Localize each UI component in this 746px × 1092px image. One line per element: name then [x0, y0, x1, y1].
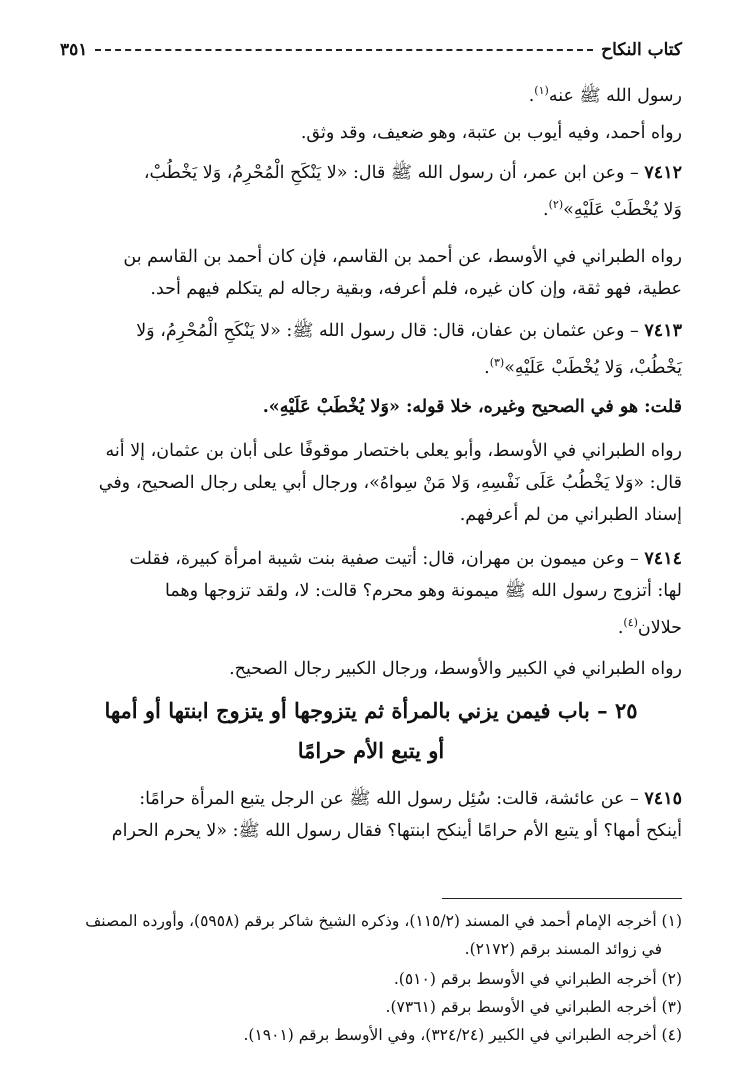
narration-7413-line1: رواه الطبراني في الأوسط، وأبو يعلى باختصار موقوفًا على أبان بن عثمان، إلا أنه: [105, 441, 682, 461]
hadith-7412-cont: وَلا يُخْطَبْ عَلَيْهِ»$^{(٢)}$.: [543, 198, 682, 220]
narration-7413-line3: إسناد الطبراني من لم أعرفهم.: [459, 505, 682, 525]
footnote-4: (٤) أخرجه الطبراني في الكبير (٣٢٤/٢٤)، وفي الأوسط برقم (١٩٠١).: [243, 1026, 682, 1044]
hadith-number: ٧٤١٢: [644, 163, 682, 183]
header-rule: [95, 49, 593, 51]
hadith-7413: ٧٤١٣ – وعن عثمان بن عفان، قال: قال رسول الله ﷺ: «لا يَنْكَحِ الْمُحْرِمُ، وَلا: [136, 321, 682, 341]
qult-remark: قلت: هو في الصحيح وغيره، خلا قوله: «وَلا يُخْطَبْ عَلَيْهِ».: [262, 397, 682, 417]
running-header: [60, 38, 682, 62]
hadith-7415-line2: أينكح أمها؟ أو يتبع الأم حرامًا أينكح ابنتها؟ فقال رسول الله ﷺ: «لا يحرم الحرام: [111, 821, 682, 841]
chapter-heading-line1: ٢٥ – باب فيمن يزني بالمرأة ثم يتزوجها أو يتزوج ابنتها أو أمها: [104, 698, 638, 723]
hadith-7414-line3: حلالان$^{(٤)}$.: [617, 616, 682, 638]
footnote-separator: [442, 898, 682, 899]
chapter-title: كتاب النكاح: [601, 40, 682, 60]
footnote-ref: (٢): [548, 198, 564, 211]
footnote-3: (٣) أخرجه الطبراني في الأوسط برقم (٧٣٦١).: [385, 998, 682, 1016]
narration-7413-line2: قال: «وَلا يَخْطُبُ عَلَى نَفْسِهِ، وَلا مَنْ سِواهُ»، ورجال أبي يعلى رجال الصحيح، وفي: [98, 473, 682, 493]
chapter-heading-line2: أو يتبع الأم حرامًا: [297, 738, 445, 763]
footnote-1: (١) أخرجه الإمام أحمد في المسند (١١٥/٢)، وذكره الشيخ شاكر برقم (٥٩٥٨)، وأورده المصنف: [85, 912, 682, 930]
footnote-ref: (٣): [489, 356, 505, 369]
hadith-7413-cont: يَخْطُبْ، وَلا يُخْطَبْ عَلَيْهِ»$^{(٣)}$.: [484, 356, 682, 378]
text-line: رسول الله ﷺ عنه$^{(١)}$.: [528, 84, 682, 106]
hadith-number: ٧٤١٥: [644, 789, 682, 809]
hadith-7414: ٧٤١٤ – وعن ميمون بن مهران، قال: أتيت صفية بنت شيبة امرأة كبيرة، فقلت: [129, 549, 682, 569]
hadith-7412: ٧٤١٢ – وعن ابن عمر، أن رسول الله ﷺ قال: «لا يَنْكَحِ الْمُحْرِمُ، وَلا يَخْطُبْ،: [143, 163, 682, 183]
page-number: ٣٥١: [60, 40, 88, 60]
footnote-ref: (١): [534, 84, 549, 97]
hadith-number: ٧٤١٣: [644, 321, 682, 341]
narration-line: رواه أحمد، وفيه أيوب بن عتبة، وهو ضعيف، وقد وثق.: [300, 123, 682, 143]
footnote-1-cont: في زوائد المسند برقم (٢١٧٢).: [464, 940, 662, 958]
narration-7412-line2: عطية، فهو ثقة، وإن كان غيره، فلم أعرفه، وبقية رجاله لم يتكلم فيهم أحد.: [150, 279, 682, 299]
footnote-ref: (٤): [623, 616, 638, 629]
hadith-7415: ٧٤١٥ – عن عائشة، قالت: سُئِل رسول الله ﷺ عن الرجل يتبع المرأة حرامًا:: [139, 789, 682, 809]
narration-7414: رواه الطبراني في الكبير والأوسط، ورجال الكبير رجال الصحيح.: [229, 659, 682, 679]
footnote-2: (٢) أخرجه الطبراني في الأوسط برقم (٥١٠).: [393, 970, 682, 988]
narration-7412-line1: رواه الطبراني في الأوسط، عن أحمد بن القاسم، فإن كان أحمد بن القاسم بن: [123, 247, 682, 267]
hadith-number: ٧٤١٤: [644, 549, 682, 569]
hadith-7414-line2: لها: أتزوج رسول الله ﷺ ميمونة وهو محرم؟ قالت: لا، ولقد تزوجها وهما: [164, 581, 682, 601]
book-page: [60, 30, 682, 1070]
